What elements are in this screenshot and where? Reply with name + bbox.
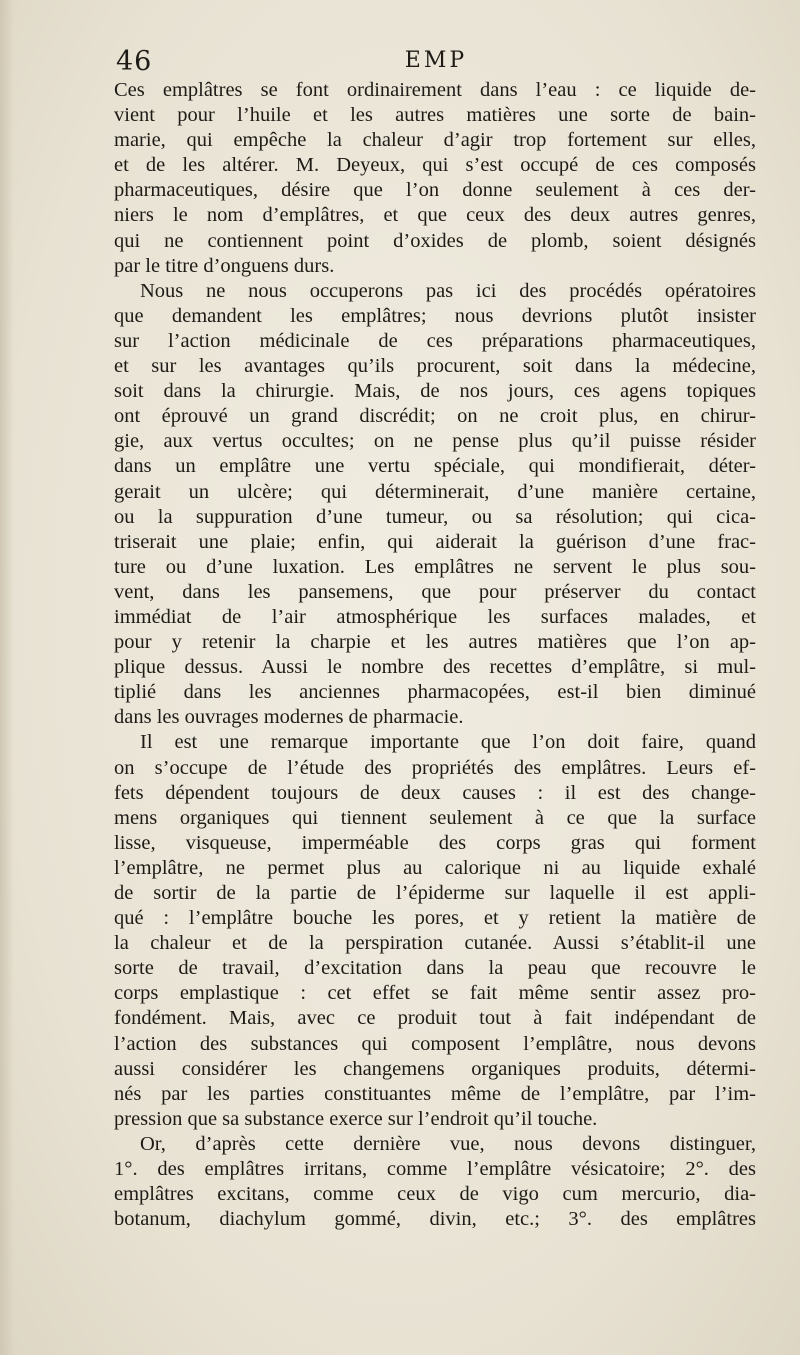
text-line: gerait un ulcère; qui déterminerait, d’une manière certaine, <box>114 480 756 503</box>
running-head: EMP <box>404 48 468 73</box>
text-line: niers le nom d’emplâtres, et que ceux des deux autres genres, <box>114 204 756 227</box>
paragraph-2 <box>114 279 756 731</box>
body-text <box>114 78 756 1232</box>
text-line: qué : l’emplâtre bouche les pores, et y retient la matière de <box>114 907 756 930</box>
text-line: on s’occupe de l’étude des propriétés des emplâtres. Leurs ef- <box>114 756 756 779</box>
text-line: lisse, visqueuse, imperméable des corps gras qui forment <box>114 831 756 854</box>
text-line: nés par les parties constituantes même de l’emplâtre, par l’im- <box>114 1082 756 1105</box>
text-line: triserait une plaie; enfin, qui aiderait la guérison d’une frac- <box>114 530 756 553</box>
text-line: dans un emplâtre une vertu spéciale, qui mondifierait, déter- <box>114 455 756 478</box>
text-line: vent, dans les pansemens, que pour préserver du contact <box>114 580 756 603</box>
text-line: l’emplâtre, ne permet plus au calorique ni au liquide exhalé <box>114 856 756 879</box>
text-line: que demandent les emplâtres; nous devrions plutôt insister <box>114 304 756 327</box>
text-line: Nous ne nous occuperons pas ici des procédés opératoires <box>140 279 756 302</box>
page-number: 46 <box>116 46 153 77</box>
text-line: sorte de travail, d’excitation dans la peau que recouvre le <box>114 957 756 980</box>
text-line: gie, aux vertus occultes; on ne pense plus qu’il puisse résider <box>114 430 756 453</box>
text-line: qui ne contiennent point d’oxides de plomb, soient désignés <box>114 229 756 252</box>
text-line: fets dépendent toujours de deux causes : il est des change- <box>114 781 756 804</box>
paragraph-4 <box>114 1132 756 1232</box>
text-line: ou la suppuration d’une tumeur, ou sa résolution; qui cica- <box>114 505 756 528</box>
text-line: ture ou d’une luxation. Les emplâtres ne servent le plus sou- <box>114 555 756 578</box>
text-line: de sortir de la partie de l’épiderme sur laquelle il est appli- <box>114 882 756 904</box>
text-line: pharmaceutiques, désire que l’on donne seulement à ces der- <box>114 179 756 202</box>
text-line: la chaleur et de la perspiration cutanée. Aussi s’établit-il une <box>114 932 756 955</box>
text-line: pour y retenir la charpie et les autres matières que l’on ap- <box>114 631 756 654</box>
text-line: fondément. Mais, avec ce produit tout à fait indépendant de <box>114 1007 756 1030</box>
text-line: botanum, diachylum gommé, divin, etc.; 3°. des emplâtres <box>114 1208 756 1231</box>
text-line: marie, qui empêche la chaleur d’agir trop fortement sur elles, <box>114 129 756 152</box>
text-line: et sur les avantages qu’ils procurent, soit dans la médecine, <box>114 355 756 378</box>
text-line: par le titre d’onguens durs. <box>114 254 335 277</box>
text-line: tiplié dans les anciennes pharmacopées, est-il bien diminué <box>114 681 756 704</box>
text-line: pression que sa substance exerce sur l’endroit qu’il touche. <box>114 1107 598 1130</box>
paragraph-3 <box>114 730 756 1132</box>
text-line: emplâtres excitans, comme ceux de vigo cum mercurio, dia- <box>114 1183 756 1206</box>
text-line: ont éprouvé un grand discrédit; on ne croit plus, en chirur- <box>114 405 756 428</box>
text-line: sur l’action médicinale de ces préparations pharmaceutiques, <box>114 329 756 352</box>
text-line: corps emplastique : cet effet se fait même sentir assez pro- <box>114 982 756 1005</box>
text-line: vient pour l’huile et les autres matières une sorte de bain- <box>114 104 756 127</box>
text-line: aussi considérer les changemens organiques produits, détermi- <box>114 1057 756 1080</box>
text-line: l’action des substances qui composent l’emplâtre, nous devons <box>114 1032 756 1055</box>
text-line: Ces emplâtres se font ordinairement dans l’eau : ce liquide de- <box>114 79 756 101</box>
paragraph-1 <box>114 78 756 279</box>
text-line: et de les altérer. M. Deyeux, qui s’est occupé de ces composés <box>114 154 756 177</box>
text-line: soit dans la chirurgie. Mais, de nos jours, ces agens topiques <box>114 380 756 403</box>
page-header <box>116 46 756 78</box>
text-line: Or, d’après cette dernière vue, nous devons distinguer, <box>140 1132 756 1155</box>
text-line: Il est une remarque importante que l’on doit faire, quand <box>140 731 756 754</box>
text-line: plique dessus. Aussi le nombre des recettes d’emplâtre, si mul- <box>114 656 756 679</box>
text-line: mens organiques qui tiennent seulement à ce que la surface <box>114 806 756 829</box>
page-edge-shadow <box>0 0 14 1355</box>
text-line: immédiat de l’air atmosphérique les surfaces malades, et <box>114 605 756 628</box>
text-line: 1°. des emplâtres irritans, comme l’emplâtre vésicatoire; 2°. des <box>114 1158 756 1181</box>
text-line: dans les ouvrages modernes de pharmacie. <box>114 706 464 729</box>
